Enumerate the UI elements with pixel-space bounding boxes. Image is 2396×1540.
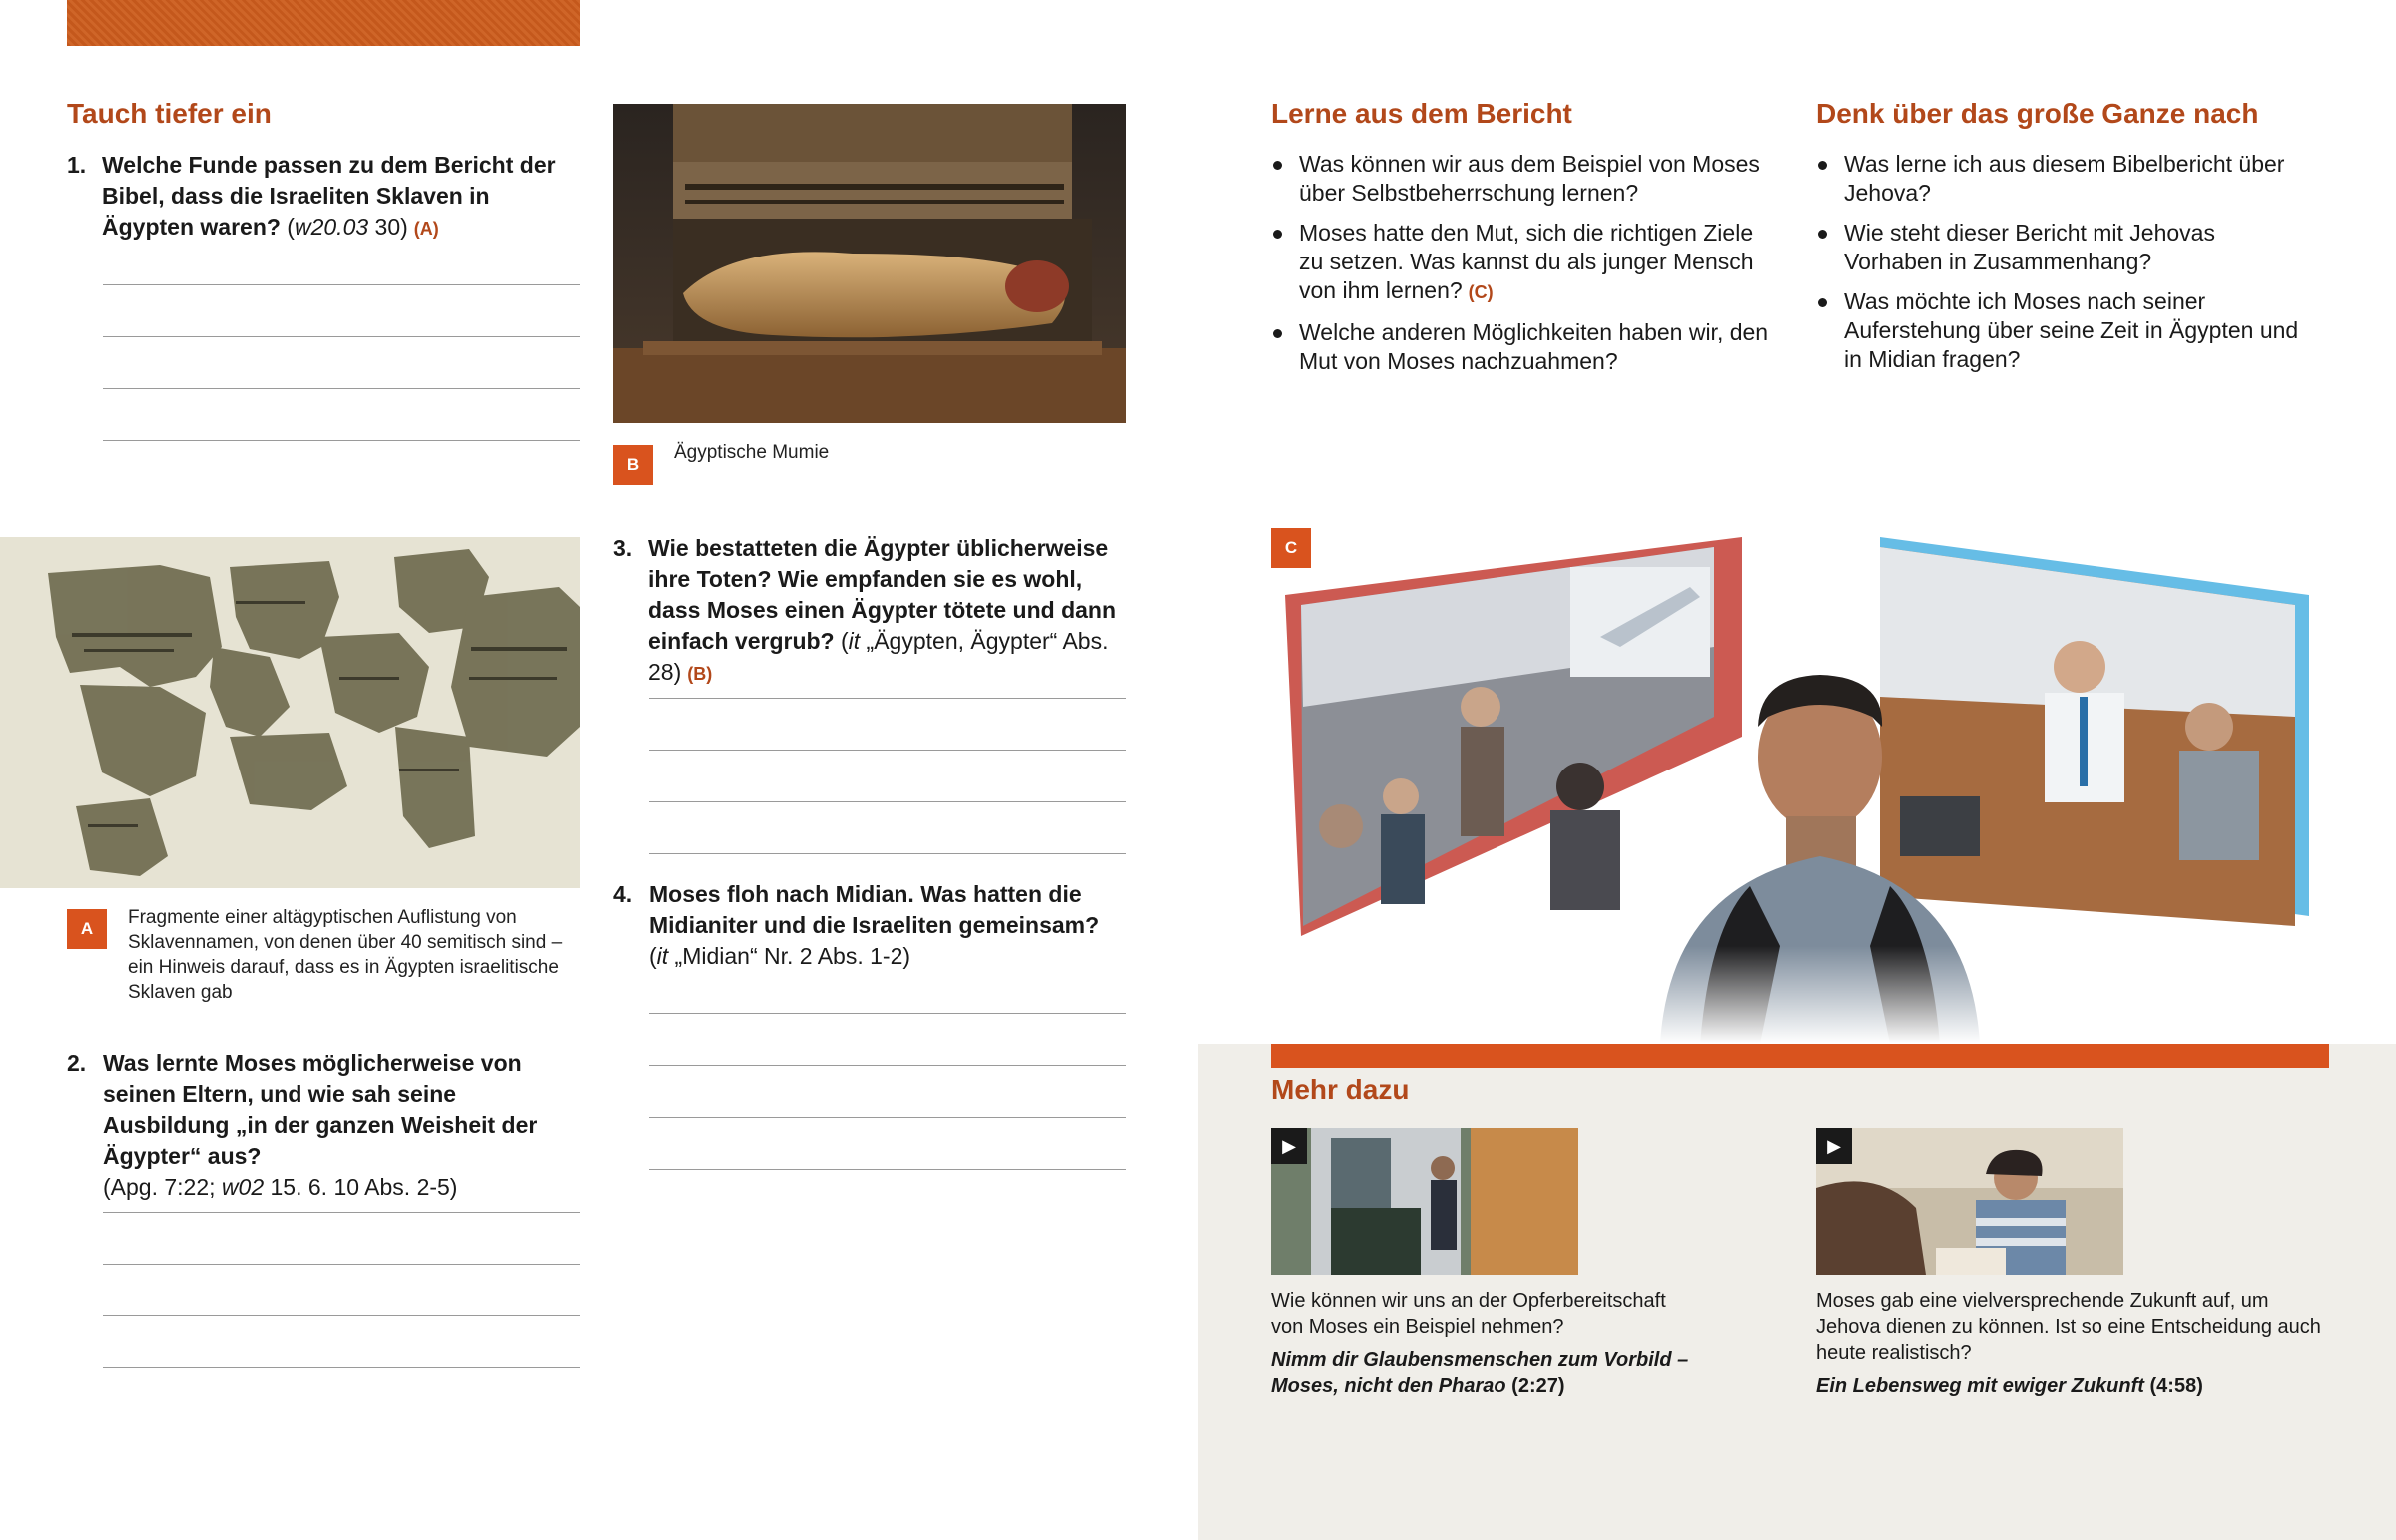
video-1-question: Wie können wir uns an der Opferbereitschaft von Moses ein Beispiel nehmen? — [1271, 1290, 1666, 1338]
image-label-c: C — [1271, 528, 1311, 568]
learn-item: Welche anderen Möglichkeiten haben wir, den Mut von Moses nachzuahmen? — [1271, 318, 1770, 376]
answer-line[interactable] — [103, 440, 580, 441]
answer-line[interactable] — [103, 388, 580, 389]
image-label-a: A — [67, 909, 107, 949]
question-3: 3. Wie bestatteten die Ägypter üblicherweise ihre Toten? Wie empfanden sie es wohl, dass Moses einen Ägypter tötete und dann einfach vergrub? (it „Ägypten, Ägypter“ Abs. 28) (B) — [613, 535, 1117, 685]
section-heading-denk: Denk über das große Ganze nach — [1816, 98, 2259, 129]
learn-item: Moses hatte den Mut, sich die richtigen Ziele zu setzen. Was kannst du als junger Mensch von ihm lernen? (C) — [1271, 219, 1770, 307]
video-thumbnail-1[interactable] — [1271, 1128, 1578, 1275]
answer-line[interactable] — [649, 698, 1126, 699]
video-thumbnail-2[interactable] — [1816, 1128, 2123, 1275]
answer-line[interactable] — [649, 1065, 1126, 1066]
image-b-caption: Ägyptische Mumie — [674, 442, 830, 463]
section-heading-lerne: Lerne aus dem Bericht — [1271, 98, 1572, 129]
answer-line[interactable] — [103, 1264, 580, 1265]
play-icon[interactable]: ▶ — [1271, 1128, 1307, 1164]
section-heading-mehr: Mehr dazu — [1271, 1074, 1410, 1105]
video-2-title[interactable]: Ein Lebensweg mit ewiger Zukunft (4:58) — [1816, 1375, 2203, 1397]
think-item: Wie steht dieser Bericht mit Jehovas Vorhaben in Zusammenhang? — [1816, 219, 2315, 276]
learn-item: Was können wir aus dem Beispiel von Moses über Selbstbeherrschung lernen? — [1271, 150, 1770, 208]
answer-line[interactable] — [649, 1169, 1126, 1170]
more-info-accent-strip — [1271, 1044, 2329, 1068]
answer-line[interactable] — [103, 284, 580, 285]
answer-line[interactable] — [103, 1315, 580, 1316]
answer-line[interactable] — [649, 853, 1126, 854]
papyrus-image — [0, 537, 580, 888]
think-item: Was lerne ich aus diesem Bibelbericht über Jehova? — [1816, 150, 2315, 208]
learn-list — [1271, 150, 1770, 387]
think-item: Was möchte ich Moses nach seiner Auferstehung über seine Zeit in Ägypten und in Midian fragen? — [1816, 287, 2315, 374]
mummy-image — [613, 104, 1126, 423]
answer-line[interactable] — [103, 336, 580, 337]
decorative-header-bar — [67, 0, 580, 46]
question-2: 2. Was lernte Moses möglicherweise von seinen Eltern, und wie sah seine Ausbildung „in der ganzen Weisheit der Ägypter“ aus? (Apg. 7:22; w02 15. 6. 10 Abs. 2-5) — [67, 1050, 538, 1200]
image-label-b: B — [613, 445, 653, 485]
video-1-title[interactable]: Nimm dir Glaubensmenschen zum Vorbild – Moses, nicht den Pharao (2:27) — [1271, 1349, 1689, 1397]
answer-line[interactable] — [103, 1367, 580, 1368]
career-choice-illustration — [1281, 527, 2329, 1044]
section-heading-tauch: Tauch tiefer ein — [67, 98, 272, 129]
answer-line[interactable] — [103, 1212, 580, 1213]
video-2-question: Moses gab eine vielversprechende Zukunft auf, um Jehova dienen zu können. Ist so eine Entscheidung auch heute realistisch? — [1816, 1290, 2321, 1364]
answer-line[interactable] — [649, 750, 1126, 751]
play-icon[interactable]: ▶ — [1816, 1128, 1852, 1164]
answer-line[interactable] — [649, 1013, 1126, 1014]
image-a-caption: Fragmente einer altägyptischen Auflistung von Sklavennamen, von denen über 40 semitisch sind – ein Hinweis darauf, dass es in Ägypten israelitische Sklaven gab — [128, 907, 563, 1003]
answer-line[interactable] — [649, 1117, 1126, 1118]
question-1: 1. Welche Funde passen zu dem Bericht der Bibel, dass die Israeliten Sklaven in Ägypten waren? (w20.03 30) (A) — [67, 152, 556, 240]
question-4: 4. Moses floh nach Midian. Was hatten die Midianiter und die Israeliten gemeinsam? (it „Midian“ Nr. 2 Abs. 1-2) — [613, 881, 1100, 969]
answer-line[interactable] — [649, 801, 1126, 802]
think-list — [1816, 150, 2315, 385]
